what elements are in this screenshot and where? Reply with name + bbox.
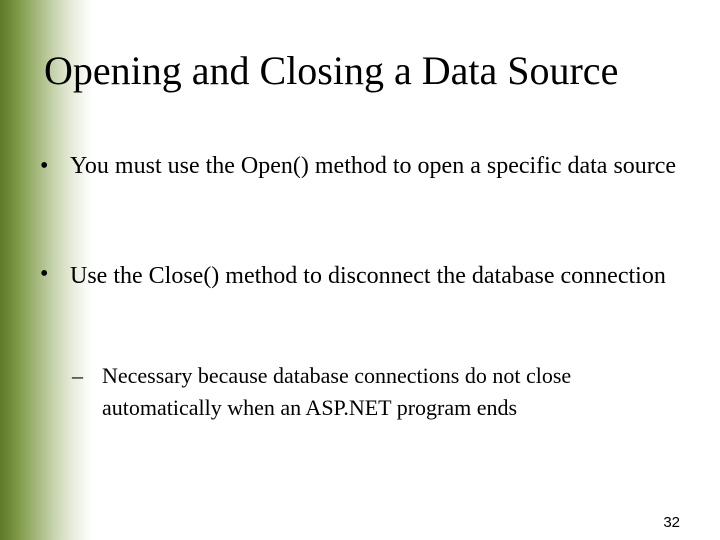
bullet-marker: • xyxy=(40,261,49,287)
page-number: 32 xyxy=(663,514,680,531)
bullet-marker: • xyxy=(40,153,49,179)
sub-bullet-marker: – xyxy=(72,363,83,388)
sub-bullet-text: Necessary because database connections do not close automatically when an ASP.NET program ends xyxy=(102,363,572,420)
slide-title: Opening and Closing a Data Source xyxy=(44,48,619,93)
bullet-text: Use the Close() method to disconnect the database connection xyxy=(70,263,666,289)
bullet-text: You must use the Open() method to open a specific data source xyxy=(70,153,677,179)
